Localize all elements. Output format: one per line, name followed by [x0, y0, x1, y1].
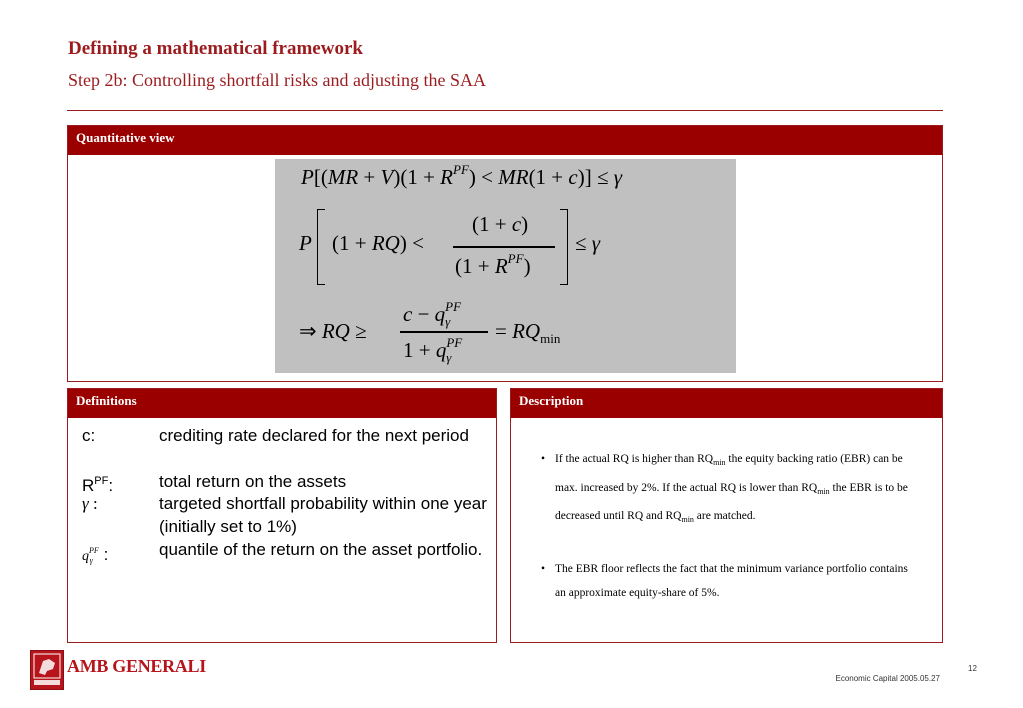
formula-shortfall-probability: $P[(MR + V)(1 + R^{PF}) < MR(1 + c)] \le \gamma$	[301, 162, 623, 189]
definitions-panel	[67, 388, 497, 643]
generali-lion-logo-icon	[30, 650, 64, 690]
page-number: 12	[968, 664, 977, 673]
definition-text: targeted shortfall probability within one year (initially set to 1%)	[159, 494, 487, 536]
quantitative-view-panel	[67, 125, 943, 382]
description-list	[541, 447, 911, 630]
right-bracket	[560, 209, 568, 285]
description-header: Description	[511, 389, 942, 418]
definition-term: c:	[82, 426, 96, 445]
page-title: Defining a mathematical framework	[68, 38, 363, 59]
definition-text: crediting rate declared for the next period	[159, 426, 469, 445]
fraction-bar	[400, 331, 488, 333]
page-subtitle: Step 2b: Controlling shortfall risks and adjusting the SAA	[68, 70, 486, 90]
description-panel	[510, 388, 943, 643]
definition-term: $R^{PF}$:	[82, 475, 114, 495]
title-divider	[67, 110, 943, 111]
formula-box: $P[(MR + V)(1 + R^{PF}) < MR(1 + c)] \le \gamma$ P (1 + RQ) < (1 + c) $(1 + R^{PF})$ ≤ γ ⇒ RQ ≥ $c - q^{PF}_\gamma$ $1 + q^{PF}_\gamma$ = $RQ_{min}$	[275, 159, 736, 373]
definition-term: $q^{PF}\gamma$ :	[82, 545, 109, 565]
document-footer: Economic Capital 2005.05.27	[835, 674, 940, 683]
definitions-header: Definitions	[68, 389, 496, 418]
definition-text: total return on the assets	[159, 472, 347, 491]
definition-text: quantile of the return on the asset portfolio.	[159, 540, 483, 559]
list-item: • The EBR floor reflects the fact that the minimum variance portfolio contains an approximate equity-share of 5%.	[541, 557, 911, 606]
fraction-bar	[453, 246, 555, 248]
definition-term: γ :	[82, 494, 98, 513]
left-bracket	[317, 209, 325, 285]
list-item: • If the actual RQ is higher than $RQ_{min}$ the equity backing ratio (EBR) can be max. increased by 2%. If the actual RQ is lower than $RQ_{min}$ the EBR is to be decreased until RQ and $RQ_{min}$ are matched.	[541, 447, 911, 533]
brand-name: AMB GENERALI	[67, 656, 206, 676]
quantitative-view-header: Quantitative view	[68, 126, 942, 155]
